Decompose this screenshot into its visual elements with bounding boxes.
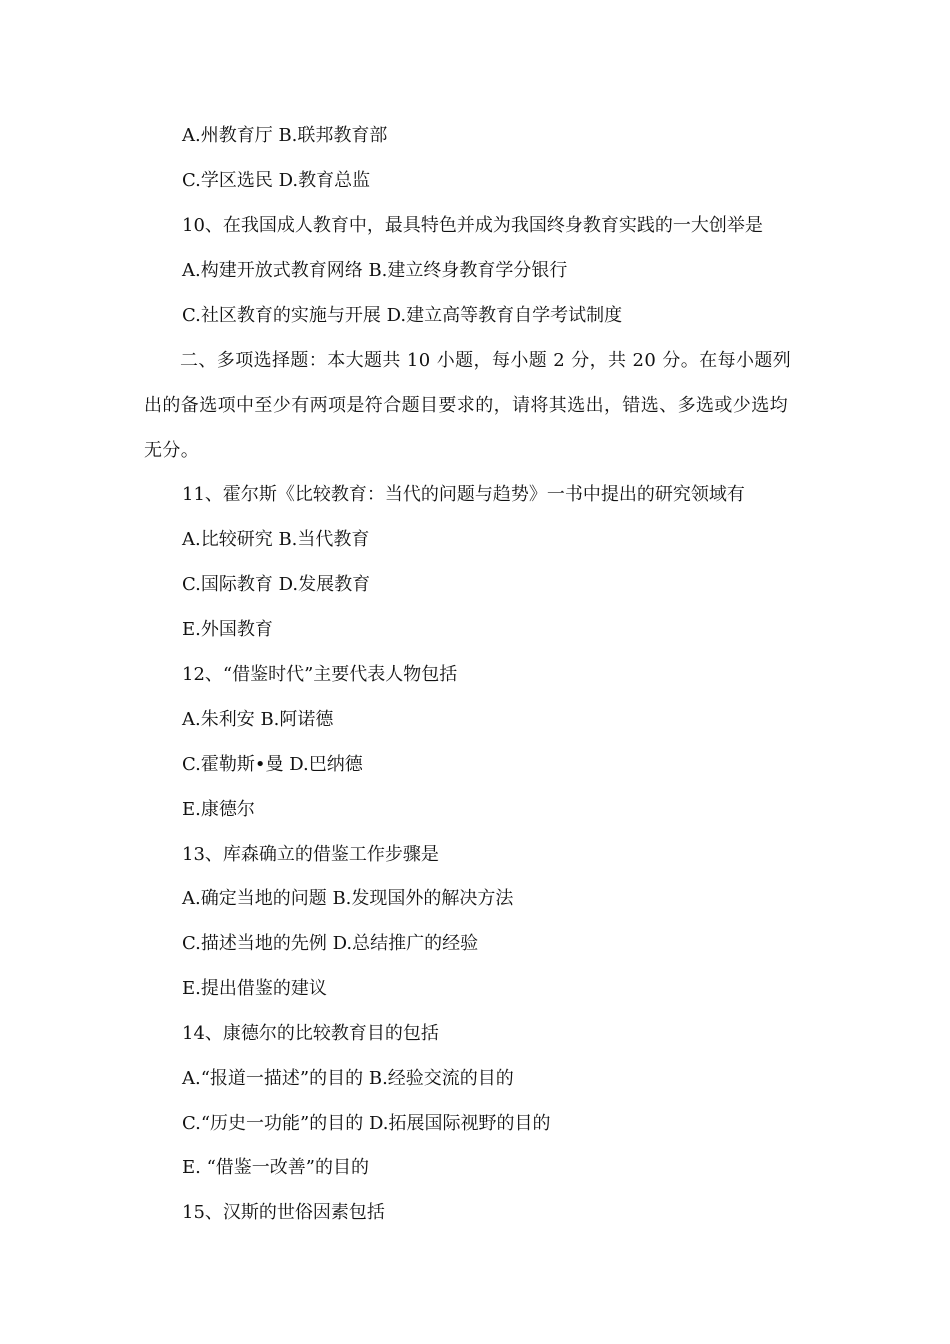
option-line: C.描述当地的先例 D.总结推广的经验 [182,933,479,954]
question-line: 13、库森确立的借鉴工作步骤是 [182,844,439,865]
option-line: A.州教育厅 B.联邦教育部 [182,125,388,146]
question-line: 15、汉斯的世俗因素包括 [182,1202,385,1223]
option-line: C.学区选民 D.教育总监 [182,170,371,191]
option-line: C.霍勒斯•曼 D.巴纳德 [182,754,363,775]
question-line: 12、“借鉴时代”主要代表人物包括 [182,664,458,685]
option-line: E.外国教育 [182,619,273,640]
option-line: A.比较研究 B.当代教育 [182,529,370,550]
option-line: A.构建开放式教育网络 B.建立终身教育学分银行 [182,260,568,281]
option-line: E.康德尔 [182,799,255,820]
option-line: C.国际教育 D.发展教育 [182,574,371,595]
question-line: 14、康德尔的比较教育目的包括 [182,1023,439,1044]
option-line: A.“报道一描述”的目的 B.经验交流的目的 [182,1068,514,1089]
option-line: E.提出借鉴的建议 [182,978,327,999]
question-line: 11、霍尔斯《比较教育：当代的问题与趋势》一书中提出的研究领域有 [182,484,745,505]
option-line: C.社区教育的实施与开展 D.建立高等教育自学考试制度 [182,305,623,326]
option-line: A.朱利安 B.阿诺德 [182,709,334,730]
option-line: E. “借鉴一改善”的目的 [182,1157,369,1178]
option-line: C.“历史一功能”的目的 D.拓展国际视野的目的 [182,1113,551,1134]
section-heading-paragraph: 二、多项选择题：本大题共 10 小题，每小题 2 分，共 20 分。在每小题列出的备选项中至少有两项是符合题目要求的，请将其选出，错选、多选或少选均无分。 [144,350,792,461]
question-line: 10、在我国成人教育中，最具特色并成为我国终身教育实践的一大创举是 [182,215,763,236]
option-line: A.确定当地的问题 B.发现国外的解决方法 [182,888,514,909]
